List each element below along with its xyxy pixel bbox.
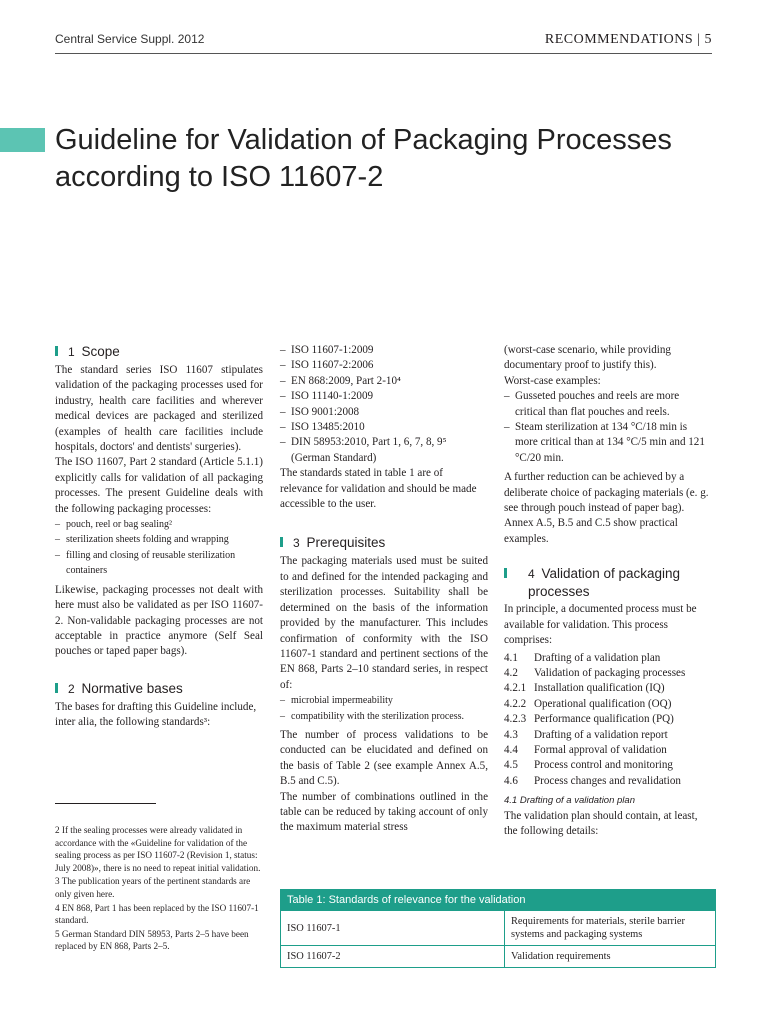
list-item: – ISO 9001:2008	[280, 405, 488, 420]
list-item: – ISO 11140-1:2009	[280, 389, 488, 404]
paragraph: The ISO 11607, Part 2 standard (Article 5.1.1) explicitly calls for validation of all packaging processes. The present Guideline deals with the following packaging processes:	[55, 456, 263, 515]
list-item: – filling and closing of reusable sterilization containers	[55, 548, 263, 579]
list-item: 4.2 Validation of packaging processes	[504, 666, 686, 679]
paragraph: Worst-case examples:	[504, 374, 601, 387]
table-title: Table 1: Standards of relevance for the validation	[281, 890, 715, 910]
section-title: Prerequisites	[306, 535, 386, 551]
list-item: 4.3 Drafting of a validation report	[504, 728, 668, 741]
paragraph: The packaging materials used must be suited to and defined for the intended packaging and sterilization processes. Suitability shall be determined on the basis of the information provided by the manufacturer. This includes confirmation of conformity with the ISO 11607-1 standard and pertinent sections of the EN 868, Parts 2–10 standard series, in respect of:	[280, 555, 488, 691]
paragraph: The validation plan should contain, at least, the following details:	[504, 809, 698, 837]
list-item: – EN 868:2009, Part 2-10⁴	[280, 374, 488, 389]
section-number: 1	[68, 345, 75, 359]
list-item: – pouch, reel or bag sealing²	[55, 517, 263, 532]
subsection-heading: 4.1 Drafting of a validation plan	[504, 795, 635, 807]
paragraph: Likewise, packaging processes not dealt with here must also be validated as per ISO 11607-2. Non-validable packaging processes are not acceptable in practice anymore (Self Seal pouches or taped paper bags).	[55, 583, 263, 658]
table-cell-standard: ISO 11607-1	[281, 911, 505, 946]
section-heading-scope	[55, 343, 263, 361]
table-row	[281, 911, 715, 946]
list-item: 4.2.1 Installation qualification (IQ)	[504, 682, 665, 695]
article-title: Guideline for Validation of Packaging Processes according to ISO 11607-2	[55, 124, 672, 193]
paragraph: The number of combinations outlined in the table can be reduced by taking account of only the maximum material stress	[280, 790, 488, 834]
list-item: – Gusseted pouches and reels are more critical than flat pouches and reels.	[504, 389, 712, 420]
list-item: 4.4 Formal approval of validation	[504, 743, 667, 756]
paragraph: The number of process validations to be conducted can be elucidated and defined on the basis of Table 2 (see example Annex A.5, B.5 and C.5).	[280, 728, 488, 788]
list-item: – ISO 11607-1:2009	[280, 343, 488, 358]
list-item: – Steam sterilization at 134 °C/18 min is more critical than at 134 °C/5 min and 121 °C/20 min.	[504, 420, 712, 466]
paragraph: The standards stated in table 1 are of relevance for validation and should be made accessible to the user.	[280, 467, 477, 511]
process-steps-list	[504, 651, 712, 790]
prereq-list	[280, 693, 488, 724]
header-rule	[55, 53, 712, 54]
standards-table	[280, 889, 716, 968]
table-row	[281, 946, 715, 968]
footnote: 2 If the sealing processes were already validated in accordance with the «Guideline for validation of the sealing process as per ISO 11607-2 (Revision 1, status: July 2008)», there is no need to repeat initial validation.	[55, 825, 261, 873]
paragraph: A further reduction can be achieved by a deliberate choice of packaging materials (e. g. see through pouch instead of paper bag).	[504, 471, 709, 515]
section-number: 3	[293, 536, 300, 551]
scope-list	[55, 517, 263, 579]
footnote: 3 The publication years of the pertinent standards are only given here.	[55, 876, 251, 899]
section-number: 2	[68, 681, 75, 696]
paragraph: The standard series ISO 11607 stipulates validation of the packaging processes used for industry, health care facilities and wherever medical devices are packaged and sterilized (examples of health care facilities include hospitals, doctors' and dentists' surgeries).	[55, 364, 263, 454]
paragraph: (worst-case scenario, while providing documentary proof to justify this).	[504, 344, 671, 372]
standards-list	[280, 343, 488, 466]
list-item: 4.6 Process changes and revalidation	[504, 774, 681, 787]
paragraph: The bases for drafting this Guideline include, inter alia, the following standards³:	[55, 700, 257, 729]
footnote: 4 EN 868, Part 1 has been replaced by the ISO 11607-1 standard.	[55, 902, 259, 926]
list-item: – DIN 58953:2010, Part 1, 6, 7, 8, 9⁵ (German Standard)	[280, 435, 488, 466]
section-heading-prerequisites	[280, 534, 488, 552]
section-heading-normative	[55, 680, 263, 698]
list-item: 4.2.3 Performance qualification (PQ)	[504, 713, 674, 726]
section-title: Scope	[81, 344, 120, 359]
column-3	[504, 343, 712, 839]
list-item: 4.1 Drafting of a validation plan	[504, 651, 661, 664]
footnote-rule	[55, 803, 156, 804]
list-item: – compatibility with the sterilization process.	[280, 709, 488, 724]
list-item: – microbial impermeability	[280, 693, 488, 708]
section-number: 4	[528, 567, 535, 582]
list-item: – sterilization sheets folding and wrapping	[55, 532, 263, 547]
table-cell-description: Validation requirements	[505, 946, 716, 968]
column-2	[280, 343, 488, 836]
running-head: RECOMMENDATIONS | 5	[544, 32, 712, 47]
section-title: Validation of packaging processes	[528, 566, 681, 600]
list-item: – ISO 11607-2:2006	[280, 358, 488, 373]
list-item: 4.2.2 Operational qualification (OQ)	[504, 697, 672, 710]
list-item: 4.5 Process control and monitoring	[504, 759, 673, 772]
title-accent-bar	[0, 128, 45, 152]
worst-case-list	[504, 389, 712, 466]
list-item: – ISO 13485:2010	[280, 420, 488, 435]
paragraph: Annex A.5, B.5 and C.5 show practical examples.	[504, 517, 678, 545]
footnote: 5 German Standard DIN 58953, Parts 2–5 have been replaced by EN 868, Parts 2–5.	[55, 928, 249, 952]
paragraph: In principle, a documented process must be available for validation. This process comprises:	[504, 603, 697, 647]
section-title: Normative bases	[81, 680, 183, 696]
section-heading-validation	[504, 565, 712, 600]
column-1	[55, 343, 263, 731]
journal-name: Central Service Suppl. 2012	[55, 32, 205, 46]
section-label: RECOMMENDATIONS	[544, 32, 694, 47]
table-cell-standard: ISO 11607-2	[281, 946, 505, 968]
page-number: 5	[704, 32, 712, 47]
table-cell-description: Requirements for materials, sterile barrier systems and packaging systems	[505, 911, 716, 946]
footnotes	[55, 824, 265, 954]
